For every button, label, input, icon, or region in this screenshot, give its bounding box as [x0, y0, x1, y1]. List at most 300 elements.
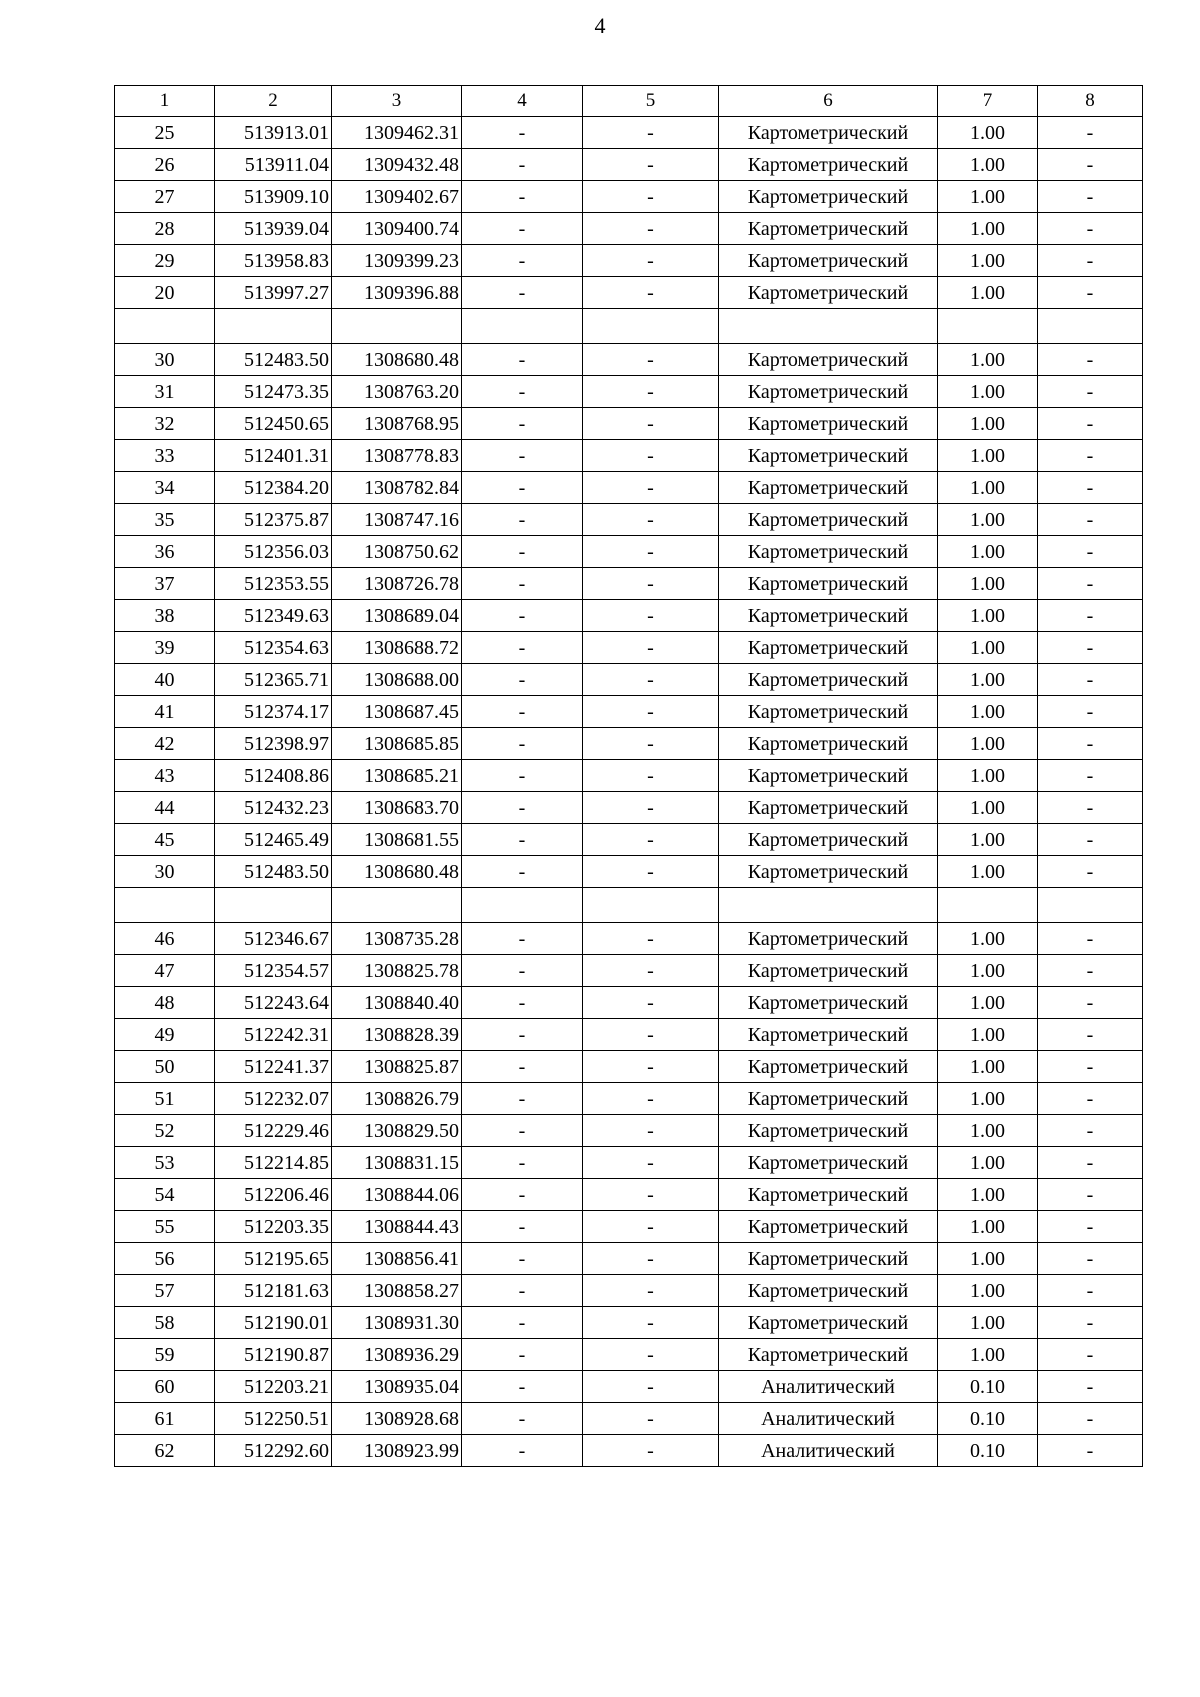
column-8-value: -	[1038, 472, 1143, 504]
table-row	[115, 1115, 1143, 1147]
coordinate-y: 1308680.48	[332, 856, 462, 888]
column-5-value: -	[583, 1179, 719, 1211]
method-name: Картометрический	[719, 955, 938, 987]
column-8-value	[1038, 888, 1143, 923]
column-4-value: -	[462, 696, 583, 728]
column-5-value	[583, 309, 719, 344]
column-4-value: -	[462, 1115, 583, 1147]
coordinate-y: 1308763.20	[332, 376, 462, 408]
point-number: 29	[115, 245, 215, 277]
method-name: Картометрический	[719, 1115, 938, 1147]
accuracy-value: 1.00	[938, 504, 1038, 536]
column-5-value: -	[583, 376, 719, 408]
coordinate-y: 1308829.50	[332, 1115, 462, 1147]
coordinate-y: 1309399.23	[332, 245, 462, 277]
table-row	[115, 1083, 1143, 1115]
coordinate-y: 1309402.67	[332, 181, 462, 213]
accuracy-value: 1.00	[938, 856, 1038, 888]
column-8-value: -	[1038, 728, 1143, 760]
accuracy-value	[938, 309, 1038, 344]
table-row	[115, 600, 1143, 632]
table-row	[115, 1019, 1143, 1051]
method-name: Картометрический	[719, 117, 938, 149]
point-number	[115, 888, 215, 923]
method-name: Картометрический	[719, 792, 938, 824]
point-number: 28	[115, 213, 215, 245]
column-5-value: -	[583, 344, 719, 376]
accuracy-value: 1.00	[938, 1083, 1038, 1115]
accuracy-value: 1.00	[938, 117, 1038, 149]
column-8-value: -	[1038, 344, 1143, 376]
table-row	[115, 376, 1143, 408]
table-row	[115, 1371, 1143, 1403]
point-number: 20	[115, 277, 215, 309]
column-8-value: -	[1038, 1275, 1143, 1307]
coordinate-x: 512353.55	[215, 568, 332, 600]
accuracy-value: 1.00	[938, 408, 1038, 440]
table-row	[115, 213, 1143, 245]
table-row	[115, 632, 1143, 664]
point-number: 56	[115, 1243, 215, 1275]
column-8-value: -	[1038, 1339, 1143, 1371]
column-4-value: -	[462, 1435, 583, 1467]
method-name: Картометрический	[719, 568, 938, 600]
column-4-value: -	[462, 440, 583, 472]
table-row	[115, 1275, 1143, 1307]
column-5-value: -	[583, 245, 719, 277]
coordinate-x: 512374.17	[215, 696, 332, 728]
coordinate-y: 1308681.55	[332, 824, 462, 856]
column-5-value: -	[583, 568, 719, 600]
method-name: Аналитический	[719, 1371, 938, 1403]
coordinate-y: 1308689.04	[332, 600, 462, 632]
column-8-value: -	[1038, 277, 1143, 309]
column-8-value: -	[1038, 1019, 1143, 1051]
column-4-value: -	[462, 376, 583, 408]
accuracy-value: 1.00	[938, 277, 1038, 309]
accuracy-value: 1.00	[938, 376, 1038, 408]
column-8-value: -	[1038, 923, 1143, 955]
column-4-value: -	[462, 1403, 583, 1435]
column-5-value: -	[583, 1307, 719, 1339]
column-8-value: -	[1038, 536, 1143, 568]
column-8-value: -	[1038, 149, 1143, 181]
column-5-value: -	[583, 1115, 719, 1147]
table-row	[115, 568, 1143, 600]
coordinate-y: 1308931.30	[332, 1307, 462, 1339]
table-row	[115, 277, 1143, 309]
column-4-value: -	[462, 955, 583, 987]
column-4-value: -	[462, 1179, 583, 1211]
method-name: Картометрический	[719, 632, 938, 664]
coordinate-x: 512473.35	[215, 376, 332, 408]
table-row	[115, 440, 1143, 472]
coordinate-y: 1308685.21	[332, 760, 462, 792]
accuracy-value: 1.00	[938, 696, 1038, 728]
coordinate-y: 1309400.74	[332, 213, 462, 245]
column-8-value: -	[1038, 792, 1143, 824]
column-5-value: -	[583, 600, 719, 632]
column-4-value: -	[462, 1211, 583, 1243]
method-name: Картометрический	[719, 408, 938, 440]
point-number: 32	[115, 408, 215, 440]
column-4-value: -	[462, 117, 583, 149]
column-4-value: -	[462, 824, 583, 856]
accuracy-value: 1.00	[938, 1019, 1038, 1051]
point-number: 54	[115, 1179, 215, 1211]
table-row	[115, 1179, 1143, 1211]
coordinate-y: 1308858.27	[332, 1275, 462, 1307]
column-4-value: -	[462, 1083, 583, 1115]
column-8-value: -	[1038, 1371, 1143, 1403]
coordinates-table	[114, 85, 1143, 1467]
column-8-value: -	[1038, 117, 1143, 149]
coordinate-y: 1308747.16	[332, 504, 462, 536]
coordinate-y: 1308844.06	[332, 1179, 462, 1211]
column-5-value: -	[583, 117, 719, 149]
method-name: Картометрический	[719, 1307, 938, 1339]
point-number: 30	[115, 856, 215, 888]
coordinate-y: 1309432.48	[332, 149, 462, 181]
column-8-value: -	[1038, 213, 1143, 245]
table-row	[115, 1435, 1143, 1467]
accuracy-value: 1.00	[938, 1307, 1038, 1339]
coordinate-y: 1308726.78	[332, 568, 462, 600]
column-header: 4	[462, 86, 583, 117]
column-4-value: -	[462, 1275, 583, 1307]
point-number: 57	[115, 1275, 215, 1307]
coordinate-x: 512483.50	[215, 344, 332, 376]
column-4-value: -	[462, 1371, 583, 1403]
table-row	[115, 792, 1143, 824]
column-5-value: -	[583, 213, 719, 245]
point-number: 61	[115, 1403, 215, 1435]
coordinate-x: 512356.03	[215, 536, 332, 568]
coordinate-x: 512365.71	[215, 664, 332, 696]
point-number: 58	[115, 1307, 215, 1339]
method-name: Картометрический	[719, 472, 938, 504]
column-4-value: -	[462, 792, 583, 824]
column-4-value: -	[462, 1051, 583, 1083]
coordinate-y: 1308750.62	[332, 536, 462, 568]
column-4-value: -	[462, 1307, 583, 1339]
coordinate-x: 512398.97	[215, 728, 332, 760]
column-4-value: -	[462, 664, 583, 696]
accuracy-value: 1.00	[938, 181, 1038, 213]
point-number: 51	[115, 1083, 215, 1115]
method-name: Картометрический	[719, 1147, 938, 1179]
point-number: 46	[115, 923, 215, 955]
accuracy-value: 1.00	[938, 632, 1038, 664]
table-row	[115, 664, 1143, 696]
column-5-value: -	[583, 696, 719, 728]
method-name: Картометрический	[719, 1339, 938, 1371]
column-5-value: -	[583, 1435, 719, 1467]
column-5-value: -	[583, 1051, 719, 1083]
accuracy-value: 1.00	[938, 1211, 1038, 1243]
method-name: Аналитический	[719, 1403, 938, 1435]
point-number: 35	[115, 504, 215, 536]
accuracy-value: 1.00	[938, 1051, 1038, 1083]
column-5-value: -	[583, 760, 719, 792]
column-8-value: -	[1038, 1115, 1143, 1147]
method-name: Картометрический	[719, 1051, 938, 1083]
point-number: 49	[115, 1019, 215, 1051]
coordinate-y: 1308685.85	[332, 728, 462, 760]
table-row	[115, 536, 1143, 568]
coordinate-x: 512465.49	[215, 824, 332, 856]
accuracy-value: 1.00	[938, 245, 1038, 277]
column-4-value: -	[462, 149, 583, 181]
table-body	[115, 86, 1143, 1467]
point-number: 39	[115, 632, 215, 664]
column-8-value: -	[1038, 600, 1143, 632]
column-4-value: -	[462, 213, 583, 245]
column-4-value: -	[462, 987, 583, 1019]
table-row	[115, 1211, 1143, 1243]
column-8-value: -	[1038, 1147, 1143, 1179]
coordinate-x: 513909.10	[215, 181, 332, 213]
point-number: 43	[115, 760, 215, 792]
column-8-value: -	[1038, 376, 1143, 408]
column-8-value: -	[1038, 824, 1143, 856]
coordinate-x: 512214.85	[215, 1147, 332, 1179]
column-header: 8	[1038, 86, 1143, 117]
coordinate-y: 1308844.43	[332, 1211, 462, 1243]
table-row	[115, 1051, 1143, 1083]
accuracy-value: 1.00	[938, 824, 1038, 856]
column-5-value: -	[583, 923, 719, 955]
table-row	[115, 117, 1143, 149]
column-4-value: -	[462, 1243, 583, 1275]
point-number: 36	[115, 536, 215, 568]
accuracy-value: 0.10	[938, 1371, 1038, 1403]
point-number	[115, 309, 215, 344]
coordinate-x: 512229.46	[215, 1115, 332, 1147]
point-number: 40	[115, 664, 215, 696]
accuracy-value: 1.00	[938, 344, 1038, 376]
column-4-value: -	[462, 408, 583, 440]
column-8-value: -	[1038, 1179, 1143, 1211]
coordinate-y: 1308828.39	[332, 1019, 462, 1051]
coordinate-x: 513997.27	[215, 277, 332, 309]
table-row	[115, 696, 1143, 728]
coordinate-x: 512354.63	[215, 632, 332, 664]
column-4-value: -	[462, 923, 583, 955]
point-number: 42	[115, 728, 215, 760]
accuracy-value: 1.00	[938, 568, 1038, 600]
accuracy-value: 1.00	[938, 536, 1038, 568]
point-number: 37	[115, 568, 215, 600]
table-row	[115, 856, 1143, 888]
accuracy-value: 1.00	[938, 664, 1038, 696]
accuracy-value: 1.00	[938, 213, 1038, 245]
column-5-value: -	[583, 1211, 719, 1243]
table-row	[115, 1403, 1143, 1435]
coordinate-x: 512190.01	[215, 1307, 332, 1339]
column-8-value	[1038, 309, 1143, 344]
column-8-value: -	[1038, 504, 1143, 536]
coordinate-y	[332, 888, 462, 923]
accuracy-value: 1.00	[938, 728, 1038, 760]
coordinate-y: 1308687.45	[332, 696, 462, 728]
table-row	[115, 888, 1143, 923]
method-name: Картометрический	[719, 664, 938, 696]
method-name: Картометрический	[719, 987, 938, 1019]
column-4-value: -	[462, 536, 583, 568]
column-4-value: -	[462, 344, 583, 376]
coordinate-x: 512232.07	[215, 1083, 332, 1115]
accuracy-value: 1.00	[938, 955, 1038, 987]
method-name: Картометрический	[719, 440, 938, 472]
coordinate-x: 513913.01	[215, 117, 332, 149]
column-8-value: -	[1038, 1403, 1143, 1435]
accuracy-value: 1.00	[938, 1115, 1038, 1147]
method-name: Картометрический	[719, 1083, 938, 1115]
coordinate-x: 512190.87	[215, 1339, 332, 1371]
method-name: Картометрический	[719, 213, 938, 245]
column-4-value: -	[462, 728, 583, 760]
coordinate-y: 1308768.95	[332, 408, 462, 440]
column-8-value: -	[1038, 440, 1143, 472]
column-5-value: -	[583, 1147, 719, 1179]
point-number: 60	[115, 1371, 215, 1403]
accuracy-value: 0.10	[938, 1435, 1038, 1467]
coordinate-x: 512408.86	[215, 760, 332, 792]
table-row	[115, 987, 1143, 1019]
column-4-value: -	[462, 568, 583, 600]
coordinate-x: 512450.65	[215, 408, 332, 440]
coordinate-x	[215, 888, 332, 923]
column-5-value: -	[583, 955, 719, 987]
accuracy-value: 1.00	[938, 1243, 1038, 1275]
point-number: 33	[115, 440, 215, 472]
table-header-row	[115, 86, 1143, 117]
table-row	[115, 1243, 1143, 1275]
coordinate-x: 512292.60	[215, 1435, 332, 1467]
coordinate-x: 512181.63	[215, 1275, 332, 1307]
column-header: 1	[115, 86, 215, 117]
column-4-value: -	[462, 181, 583, 213]
point-number: 47	[115, 955, 215, 987]
coordinate-x: 512432.23	[215, 792, 332, 824]
table-row	[115, 504, 1143, 536]
column-5-value: -	[583, 1339, 719, 1371]
coordinate-x: 512203.35	[215, 1211, 332, 1243]
accuracy-value: 1.00	[938, 600, 1038, 632]
column-4-value: -	[462, 1339, 583, 1371]
column-8-value: -	[1038, 760, 1143, 792]
point-number: 31	[115, 376, 215, 408]
column-4-value	[462, 888, 583, 923]
column-5-value: -	[583, 504, 719, 536]
coordinate-y: 1308782.84	[332, 472, 462, 504]
column-5-value: -	[583, 792, 719, 824]
column-5-value: -	[583, 664, 719, 696]
table-row	[115, 472, 1143, 504]
table-row	[115, 955, 1143, 987]
accuracy-value: 1.00	[938, 149, 1038, 181]
column-8-value: -	[1038, 245, 1143, 277]
method-name	[719, 309, 938, 344]
point-number: 62	[115, 1435, 215, 1467]
point-number: 25	[115, 117, 215, 149]
column-8-value: -	[1038, 181, 1143, 213]
point-number: 50	[115, 1051, 215, 1083]
coordinate-y: 1308688.72	[332, 632, 462, 664]
method-name: Картометрический	[719, 344, 938, 376]
coordinate-y: 1308825.78	[332, 955, 462, 987]
method-name: Картометрический	[719, 728, 938, 760]
coordinate-x: 512483.50	[215, 856, 332, 888]
column-5-value: -	[583, 472, 719, 504]
column-5-value: -	[583, 856, 719, 888]
table-row	[115, 408, 1143, 440]
point-number: 26	[115, 149, 215, 181]
column-8-value: -	[1038, 632, 1143, 664]
column-5-value	[583, 888, 719, 923]
coordinate-y: 1309396.88	[332, 277, 462, 309]
column-5-value: -	[583, 408, 719, 440]
method-name: Картометрический	[719, 245, 938, 277]
column-5-value: -	[583, 1019, 719, 1051]
coordinate-y: 1308923.99	[332, 1435, 462, 1467]
point-number: 52	[115, 1115, 215, 1147]
accuracy-value: 1.00	[938, 987, 1038, 1019]
table-row	[115, 181, 1143, 213]
column-5-value: -	[583, 1403, 719, 1435]
coordinate-x: 513911.04	[215, 149, 332, 181]
table-row	[115, 728, 1143, 760]
table-row	[115, 344, 1143, 376]
column-4-value: -	[462, 760, 583, 792]
coordinate-x: 512195.65	[215, 1243, 332, 1275]
column-5-value: -	[583, 824, 719, 856]
coordinate-y: 1308856.41	[332, 1243, 462, 1275]
coordinate-y: 1308735.28	[332, 923, 462, 955]
coordinate-y: 1308680.48	[332, 344, 462, 376]
method-name: Картометрический	[719, 600, 938, 632]
column-5-value: -	[583, 149, 719, 181]
method-name: Картометрический	[719, 696, 938, 728]
coordinate-y: 1308928.68	[332, 1403, 462, 1435]
coordinate-y: 1308825.87	[332, 1051, 462, 1083]
accuracy-value	[938, 888, 1038, 923]
method-name: Картометрический	[719, 149, 938, 181]
column-4-value: -	[462, 245, 583, 277]
column-5-value: -	[583, 1243, 719, 1275]
point-number: 30	[115, 344, 215, 376]
method-name: Картометрический	[719, 923, 938, 955]
coordinate-x: 512401.31	[215, 440, 332, 472]
accuracy-value: 1.00	[938, 1339, 1038, 1371]
accuracy-value: 1.00	[938, 440, 1038, 472]
method-name: Аналитический	[719, 1435, 938, 1467]
point-number: 45	[115, 824, 215, 856]
coordinate-x: 512375.87	[215, 504, 332, 536]
point-number: 53	[115, 1147, 215, 1179]
point-number: 34	[115, 472, 215, 504]
table-row	[115, 309, 1143, 344]
column-4-value: -	[462, 632, 583, 664]
method-name: Картометрический	[719, 1243, 938, 1275]
coordinate-x: 512349.63	[215, 600, 332, 632]
accuracy-value: 1.00	[938, 1179, 1038, 1211]
column-8-value: -	[1038, 664, 1143, 696]
coordinate-y: 1308831.15	[332, 1147, 462, 1179]
method-name: Картометрический	[719, 1019, 938, 1051]
column-8-value: -	[1038, 987, 1143, 1019]
